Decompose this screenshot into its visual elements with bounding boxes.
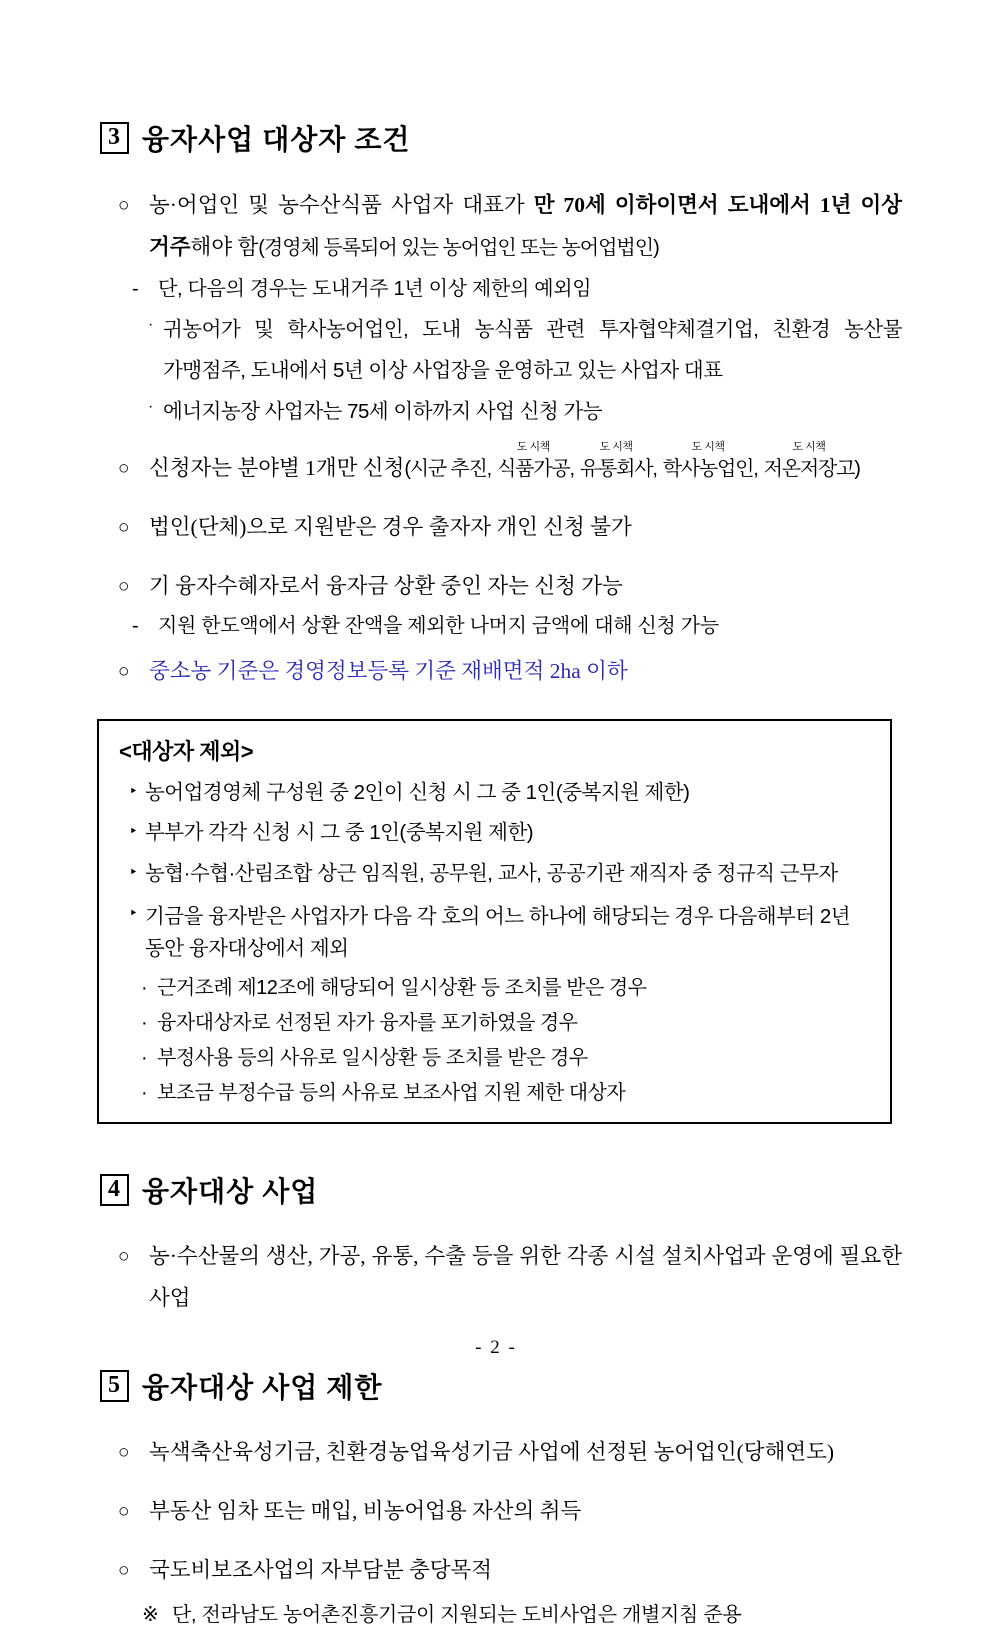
term-text: 식품가공: [497, 457, 570, 480]
exclusion-box-title: <대상자 제외>: [119, 738, 254, 764]
exclusion-subitem-4-text: 보조금 부정수급 등의 사유로 보조사업 지원 제한 대상자: [157, 1082, 626, 1105]
section-5-title: 융자대상 사업 제한: [142, 1372, 383, 1404]
s5-bullet-subsidy-self-pay: [118, 1550, 902, 1592]
annotated-term: [763, 440, 855, 489]
s5-bullet-real-estate: [118, 1491, 902, 1533]
s3-exception-item-2: [148, 391, 902, 432]
section-3-title: 융자사업 대상자 조건: [142, 125, 411, 156]
circle-bullet-icon: ○: [118, 1500, 130, 1522]
exclusion-item-1: [129, 779, 874, 807]
s5-reference-note-text: 단, 전라남도 농어촌진흥기금이 지원되는 도비사업은 개별지침 준용: [172, 1603, 742, 1626]
section-3-number-box: 3: [100, 122, 129, 154]
triangle-bullet-icon: ‣: [129, 863, 138, 881]
circle-bullet-icon: ○: [118, 1441, 130, 1463]
s5-reference-note: [142, 1600, 902, 1630]
page-number: - 2 -: [475, 1337, 517, 1358]
section-4-number-box: 4: [100, 1174, 129, 1206]
separator: ): [854, 457, 860, 480]
exclusion-item-4-text: 기금을 융자받은 사업자가 다음 각 호의 어느 하나에 해당되는 경우 다음해부터 2년 동안 융자대상에서 제외: [145, 904, 851, 961]
term-text: 저온저장고: [763, 457, 855, 480]
separator: ,: [753, 457, 758, 480]
exclusion-item-2-text: 부부가 각각 신청 시 그 중 1인(중복지원 제한): [145, 821, 534, 845]
circle-bullet-icon: ○: [118, 1559, 130, 1581]
s3-subnote-exception-text: 단, 다음의 경우는 도내거주 1년 이상 제한의 예외임: [158, 277, 592, 300]
s3-subnote-exception: [132, 273, 902, 305]
s3-bullet-existing-beneficiary: [118, 566, 902, 608]
s3-bullet-small-farmer: [118, 651, 902, 693]
s3-bullet-small-farmer-text: 중소농 기준은 경영정보등록 기준 재배면적 2ha 이하: [149, 658, 628, 683]
b2-annotated-group: [404, 440, 860, 480]
term-text: 학사농업인: [662, 457, 754, 480]
superscript-note: 도 시책: [516, 440, 550, 453]
circle-bullet-icon: ○: [118, 575, 130, 597]
s3-bullet-single-application: [118, 440, 902, 490]
reference-mark-icon: ※: [142, 1603, 159, 1626]
triangle-bullet-icon: ‣: [129, 823, 138, 841]
exclusion-item-3: [129, 860, 874, 888]
triangle-bullet-icon: ‣: [129, 904, 138, 922]
dot-bullet-icon: ·: [148, 315, 153, 333]
s4-bullet-eligible-business-text: 농·수산물의 생산, 가공, 유통, 수출 등을 위한 각종 시설 설치사업과 운영에 필요한 사업: [149, 1244, 902, 1311]
exclusion-subitem-2: [141, 1010, 874, 1036]
dash-bullet-icon: -: [132, 614, 139, 637]
section-3-heading: [100, 118, 902, 158]
annotated-term: [497, 440, 570, 489]
b1-bold-text: 만 70세 이하이면서 도내에서 1년 이상 거주: [149, 193, 902, 259]
exclusion-subitem-3: [141, 1045, 874, 1071]
b1-pre-text: 농·어업인 및 농수산식품 사업자 대표가: [149, 193, 534, 217]
exclusion-subitem-2-text: 융자대상자로 선정된 자가 융자를 포기하였을 경우: [157, 1012, 578, 1035]
s3-exception-item-1: [148, 309, 902, 391]
s3-subnote-limit-text: 지원 한도액에서 상환 잔액을 제외한 나머지 금액에 대해 신청 가능: [158, 614, 719, 637]
s3-exception-item-1-text: 귀농어가 및 학사농어업인, 도내 농식품 관련 투자협약체결기업, 친환경 농산물 가맹점주, 도내에서 5년 이상 사업장을 운영하고 있는 사업자 대표: [163, 317, 902, 382]
circle-bullet-icon: ○: [118, 516, 130, 538]
exclusion-subitem-1-text: 근거조례 제12조에 해당되어 일시상환 등 조치를 받은 경우: [157, 977, 647, 1000]
superscript-note: 도 시책: [691, 440, 725, 453]
s5-bullet-fund-selected: [118, 1432, 902, 1474]
s3-subnote-limit: [132, 610, 902, 642]
b1-paren-text: (경영체 등록되어 있는 농어업인 또는 농어업법인): [258, 236, 659, 259]
s5-bullet-fund-selected-text: 녹색축산육성기금, 친환경농업육성기금 사업에 선정된 농어업인(당해연도): [149, 1439, 835, 1464]
circle-bullet-icon: ○: [118, 195, 130, 216]
s3-exception-item-2-text: 에너지농장 사업자는 75세 이하까지 사업 신청 가능: [163, 399, 603, 423]
separator: ,: [652, 457, 657, 480]
superscript-note: 도 시책: [792, 440, 826, 453]
dot-bullet-icon: ·: [141, 1047, 148, 1070]
exclusion-box: [97, 719, 892, 1125]
term-text: 유통회사: [579, 457, 653, 480]
section-5-number-box: 5: [100, 1370, 129, 1402]
s3-bullet-corporation-text: 법인(단체)으로 지원받은 경우 출자자 개인 신청 불가: [149, 514, 632, 539]
circle-bullet-icon: ○: [118, 457, 130, 479]
dash-bullet-icon: -: [132, 277, 139, 300]
s4-bullet-eligible-business: [118, 1236, 902, 1320]
s3-bullet-existing-beneficiary-text: 기 융자수혜자로서 융자금 상환 중인 자는 신청 가능: [149, 573, 623, 598]
annotated-term: [662, 440, 754, 489]
s5-bullet-real-estate-text: 부동산 임차 또는 매입, 비농어업용 자산의 취득: [149, 1498, 582, 1523]
b2-paren-open: (시군 추진,: [404, 457, 491, 480]
exclusion-item-4: [129, 901, 874, 967]
dot-bullet-icon: ·: [141, 1012, 148, 1035]
s3-bullet-corporation: [118, 507, 902, 549]
s3-bullet-single-application-text: [149, 440, 902, 490]
exclusion-item-1-text: 농어업경영체 구성원 중 2인이 신청 시 그 중 1인(중복지원 제한): [145, 780, 690, 804]
exclusion-item-2: [129, 819, 874, 847]
triangle-bullet-icon: ‣: [129, 782, 138, 800]
section-4-heading: [100, 1170, 902, 1210]
exclusion-subitem-3-text: 부정사용 등의 사유로 일시상환 등 조치를 받은 경우: [157, 1047, 588, 1070]
section-5-heading: [100, 1366, 902, 1406]
dot-bullet-icon: ·: [141, 977, 148, 1000]
s3-bullet-age-residency: [118, 185, 902, 269]
separator: ,: [569, 457, 574, 480]
circle-bullet-icon: ○: [118, 660, 130, 682]
exclusion-subitem-1: [141, 975, 874, 1001]
dot-bullet-icon: ·: [141, 1082, 148, 1105]
section-4-title: 융자대상 사업: [142, 1177, 319, 1209]
annotated-term: [579, 440, 653, 489]
b1-post-text: 해야 함: [190, 234, 259, 259]
s3-bullet-age-residency-text: [149, 185, 902, 269]
dot-bullet-icon: ·: [148, 397, 153, 415]
exclusion-item-3-text: 농협·수협·산림조합 상근 임직원, 공무원, 교사, 공공기관 재직자 중 정규직 근무자: [145, 861, 838, 885]
b2-pre-text: 신청자는 분야별 1개만 신청: [149, 455, 405, 480]
exclusion-subitem-4: [141, 1080, 874, 1106]
circle-bullet-icon: ○: [118, 1246, 130, 1268]
superscript-note: 도 시책: [599, 440, 633, 453]
s5-bullet-subsidy-self-pay-text: 국도비보조사업의 자부담분 충당목적: [149, 1557, 493, 1582]
